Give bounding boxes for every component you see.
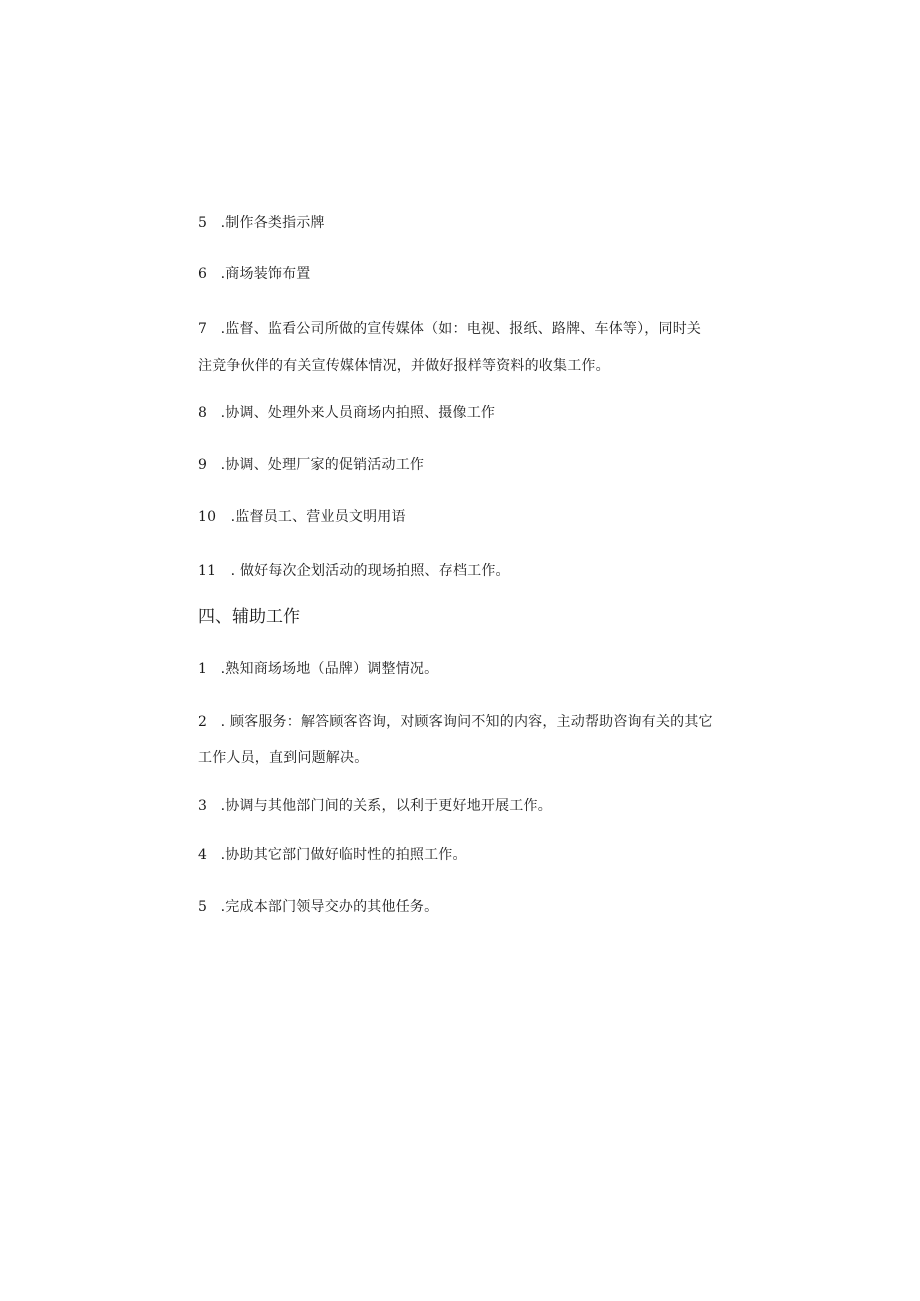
list-item bbox=[198, 455, 424, 475]
item-number: 2 bbox=[198, 714, 208, 730]
item-text: .熟知商场场地（品牌）调整情况。 bbox=[220, 661, 439, 677]
item-number: 10 bbox=[198, 509, 217, 525]
list-item bbox=[198, 845, 467, 865]
list-item-continuation: 工作人员，直到问题解决。 bbox=[198, 750, 369, 766]
item-text: . 顾客服务：解答顾客咨询，对顾客询问不知的内容，主动帮助咨询有关的其它 bbox=[220, 714, 713, 730]
list-item bbox=[198, 507, 406, 527]
item-number: 11 bbox=[198, 563, 217, 579]
item-number: 8 bbox=[198, 405, 208, 421]
item-number: 4 bbox=[198, 847, 208, 863]
list-item bbox=[198, 403, 495, 423]
list-item bbox=[198, 712, 713, 732]
list-item bbox=[198, 213, 325, 233]
item-number: 9 bbox=[198, 457, 208, 473]
item-text: . 做好每次企划活动的现场拍照、存档工作。 bbox=[230, 563, 510, 579]
item-number: 5 bbox=[198, 899, 208, 915]
section-heading: 四、辅助工作 bbox=[198, 607, 300, 627]
list-item bbox=[198, 561, 510, 581]
item-number: 7 bbox=[198, 321, 208, 337]
list-item bbox=[198, 796, 552, 816]
list-item bbox=[198, 897, 438, 917]
item-number: 3 bbox=[198, 798, 208, 814]
item-text: .商场装饰布置 bbox=[220, 266, 311, 282]
item-text: .协调、处理厂家的促销活动工作 bbox=[220, 457, 425, 473]
list-item bbox=[198, 319, 701, 339]
item-text: .制作各类指示牌 bbox=[220, 215, 325, 231]
item-text: .完成本部门领导交办的其他任务。 bbox=[220, 899, 439, 915]
item-number: 6 bbox=[198, 266, 208, 282]
item-text: .监督员工、营业员文明用语 bbox=[230, 509, 406, 525]
item-text: .监督、监看公司所做的宣传媒体（如：电视、报纸、路牌、车体等），同时关 bbox=[220, 321, 702, 337]
item-text: .协调、处理外来人员商场内拍照、摄像工作 bbox=[220, 405, 496, 421]
list-item-continuation: 注竞争伙伴的有关宣传媒体情况，并做好报样等资料的收集工作。 bbox=[198, 358, 610, 374]
list-item bbox=[198, 264, 311, 284]
item-number: 1 bbox=[198, 661, 208, 677]
item-number: 5 bbox=[198, 215, 208, 231]
item-text: .协助其它部门做好临时性的拍照工作。 bbox=[220, 847, 467, 863]
item-text: .协调与其他部门间的关系，以利于更好地开展工作。 bbox=[220, 798, 552, 814]
list-item bbox=[198, 659, 438, 679]
